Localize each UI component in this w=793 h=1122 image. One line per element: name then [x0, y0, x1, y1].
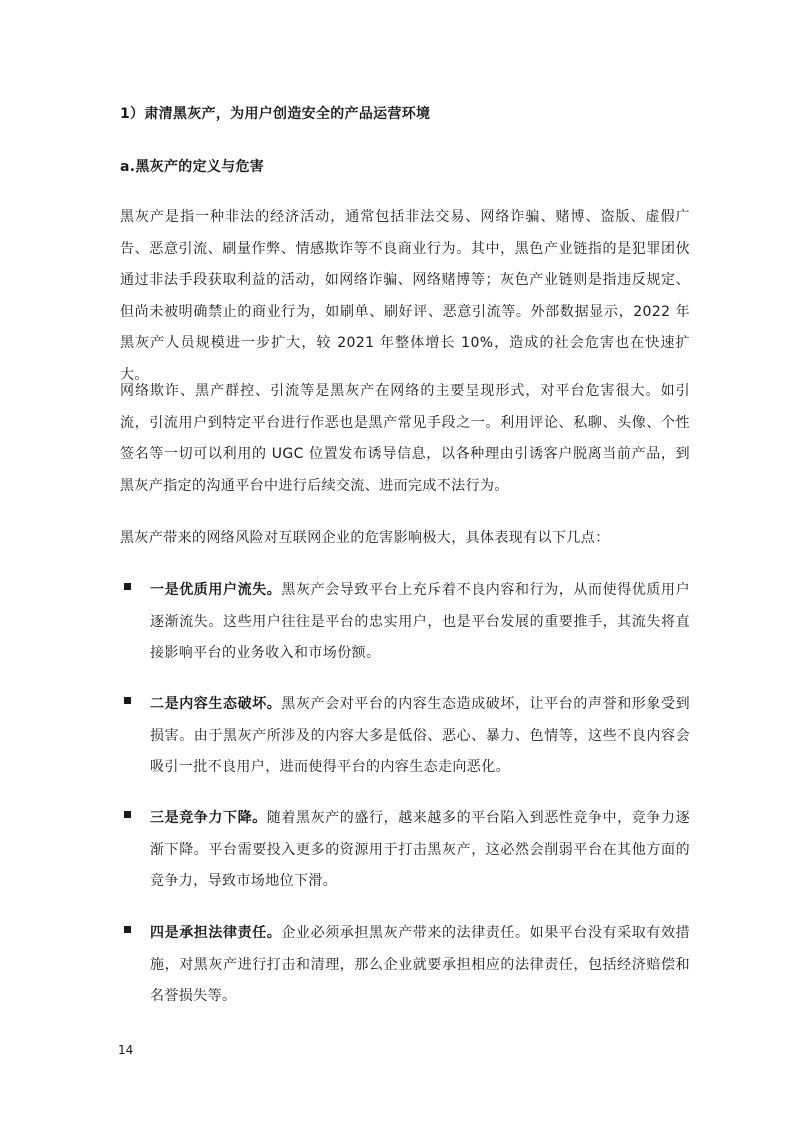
- square-bullet-icon: [124, 697, 131, 704]
- paragraph-definition: 黑灰产是指一种非法的经济活动，通常包括非法交易、网络诈骗、赌博、盗版、虚假广告、恶意引流、刷量作弊、情感欺诈等不良商业行为。其中，黑色产业链指的是犯罪团伙通过非法手段获取利益的活动，如网络诈骗、网络赌博等；灰色产业链则是指违反规定、但尚未被明确禁止的商业行为，如刷单、刷好评、恶意引流等。外部数据显示，2022 年黑灰产人员规模进一步扩大，较 2021 年整体增长 10%，造成的社会危害也在快速扩大。: [120, 209, 690, 383]
- bullet-body: 黑灰产会对平台的内容生态造成破坏，让平台的声誉和形象受到损害。由于黑灰产所涉及的内容大多是低俗、恶心、暴力、色情等，这些不良内容会吸引一批不良用户，进而使得平台的内容生态走向恶化。: [150, 696, 690, 775]
- page-number: 14: [118, 1043, 134, 1057]
- paragraph-intro: 黑灰产带来的网络风险对互联网企业的危害影响极大，具体表现有以下几点：: [120, 530, 610, 546]
- bullet-item-3: [120, 803, 690, 898]
- square-bullet-icon: [124, 583, 131, 590]
- bullet-item-2: [120, 689, 690, 784]
- bullet-item-1: [120, 575, 690, 670]
- square-bullet-icon: [124, 811, 131, 818]
- bullet-lead: 三是竞争力下降。: [150, 810, 267, 826]
- bullet-body: 企业必须承担黑灰产带来的法律责任。如果平台没有采取有效措施，对黑灰产进行打击和清理，那么企业就要承担相应的法律责任，包括经济赔偿和名誉损失等。: [150, 925, 690, 1004]
- bullet-lead: 二是内容生态破坏。: [150, 696, 282, 712]
- bullet-lead: 一是优质用户流失。: [150, 582, 282, 598]
- bullet-body: 随着黑灰产的盛行，越来越多的平台陷入到恶性竞争中，竞争力逐渐下降。平台需要投入更多的资源用于打击黑灰产，这必然会削弱平台在其他方面的竞争力，导致市场地位下滑。: [150, 810, 690, 889]
- subsection-title: a.黑灰产的定义与危害: [120, 159, 265, 175]
- paragraph-forms: 网络欺诈、黑产群控、引流等是黑灰产在网络的主要呈现形式，对平台危害很大。如引流，引流用户到特定平台进行作恶也是黑产常见手段之一。利用评论、私聊、头像、个性签名等一切可以利用的 UGC 位置发布诱导信息，以各种理由引诱客户脱离当前产品，到黑灰产指定的沟通平台中进行后续交流、进而完成不法行为。: [120, 383, 690, 494]
- bullet-item-4: [120, 918, 690, 1013]
- section-title: 1）肃清黑灰产，为用户创造安全的产品运营环境: [120, 106, 431, 122]
- bullet-lead: 四是承担法律责任。: [150, 925, 282, 941]
- square-bullet-icon: [124, 926, 131, 933]
- bullet-body: 黑灰产会导致平台上充斥着不良内容和行为，从而使得优质用户逐渐流失。这些用户往往是平台的忠实用户，也是平台发展的重要推手，其流失将直接影响平台的业务收入和市场份额。: [150, 582, 690, 661]
